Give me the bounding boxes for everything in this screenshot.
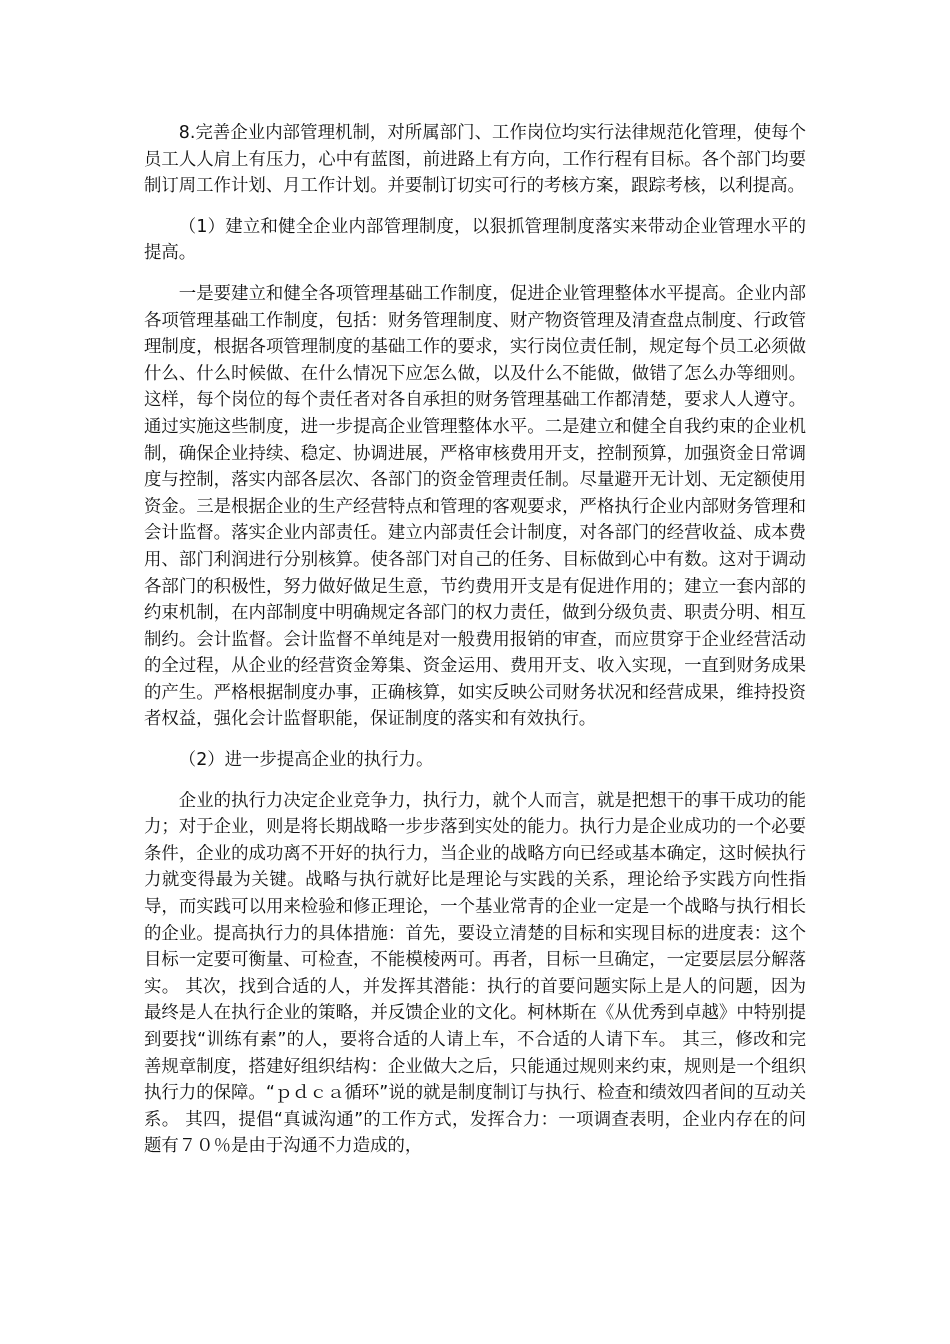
section-heading-2: （2）进一步提高企业的执行力。 [178,750,434,771]
section-heading-1: （1）建立和健全企业内部管理制度，以狠抓管理制度落实来带动企业管理水平的提高。 [144,216,806,264]
document-body [144,120,806,1160]
paragraph-execution-ability: 企业的执行力决定企业竞争力，执行力，就个人而言，就是把想干的事干成功的能力；对于企业，则是将长期战略一步步落到实处的能力。执行力是企业成功的一个必要条件，企业的成功离不开好的执行力，当企业的战略方向已经或基本确定，这时候执行力就变得最为关键。战略与执行就好比是理论与实践的关系，理论给予实践方向性指导，而实践可以用来检验和修正理论，一个基业常青的企业一定是一个战略与执行相长的企业。提高执行力的具体措施：首先，要设立清楚的目标和实现目标的进度表：这个目标一定要可衡量、可检查，不能模棱两可。再者，目标一旦确定，一定要层层分解落实。 其次，找到合适的人，并发挥其潜能：执行的首要问题实际上是人的问题，因为最终是人在执行企业的策略，并反馈企业的文化。柯林斯在《从优秀到卓越》中特别提到要找“训练有素”的人，要将合适的人请上车，不合适的人请下车。 其三，修改和完善规章制度，搭建好组织结构：企业做大之后，只能通过规则来约束，规则是一个组织执行力的保障。“ｐｄｃａ循环”说的就是制度制订与执行、检查和绩效四者间的互动关系。 其四，提倡“真诚沟通”的工作方式，发挥合力：一项调查表明，企业内存在的问题有７０％是由于沟通不力造成的， [144,790,806,1157]
paragraph-8-management-mechanism: 8.完善企业内部管理机制，对所属部门、工作岗位均实行法律规范化管理，使每个员工人人肩上有压力，心中有蓝图，前进路上有方向，工作行程有目标。各个部门均要制订周工作计划、月工作计划。并要制订切实可行的考核方案，跟踪考核，以利提高。 [144,123,806,197]
paragraph-management-systems: 一是要建立和健全各项管理基础工作制度，促进企业管理整体水平提高。企业内部各项管理基础工作制度，包括：财务管理制度、财产物资管理及清查盘点制度、行政管理制度，根据各项管理制度的基础工作的要求，实行岗位责任制，规定每个员工必须做什么、什么时候做、在什么情况下应怎么做，以及什么不能做，做错了怎么办等细则。这样，每个岗位的每个责任者对各自承担的财务管理基础工作都清楚，要求人人遵守。通过实施这些制度，进一步提高企业管理整体水平。二是建立和健全自我约束的企业机制，确保企业持续、稳定、协调进展，严格审核费用开支，控制预算，加强资金日常调度与控制，落实内部各层次、各部门的资金管理责任制。尽量避开无计划、无定额使用资金。三是根据企业的生产经营特点和管理的客观要求，严格执行企业内部财务管理和会计监督。落实企业内部责任。建立内部责任会计制度，对各部门的经营收益、成本费用、部门利润进行分别核算。使各部门对自己的任务、目标做到心中有数。这对于调动各部门的积极性，努力做好做足生意，节约费用开支是有促进作用的；建立一套内部的约束机制，在内部制度中明确规定各部门的权力责任，做到分级负责、职责分明、相互制约。会计监督。会计监督不单纯是对一般费用报销的审查，而应贯穿于企业经营活动的全过程，从企业的经营资金筹集、资金运用、费用开支、收入实现，一直到财务成果的产生。严格根据制度办事，正确核算，如实反映公司财务状况和经营成果，维持投资者权益，强化会计监督职能，保证制度的落实和有效执行。 [144,283,806,730]
